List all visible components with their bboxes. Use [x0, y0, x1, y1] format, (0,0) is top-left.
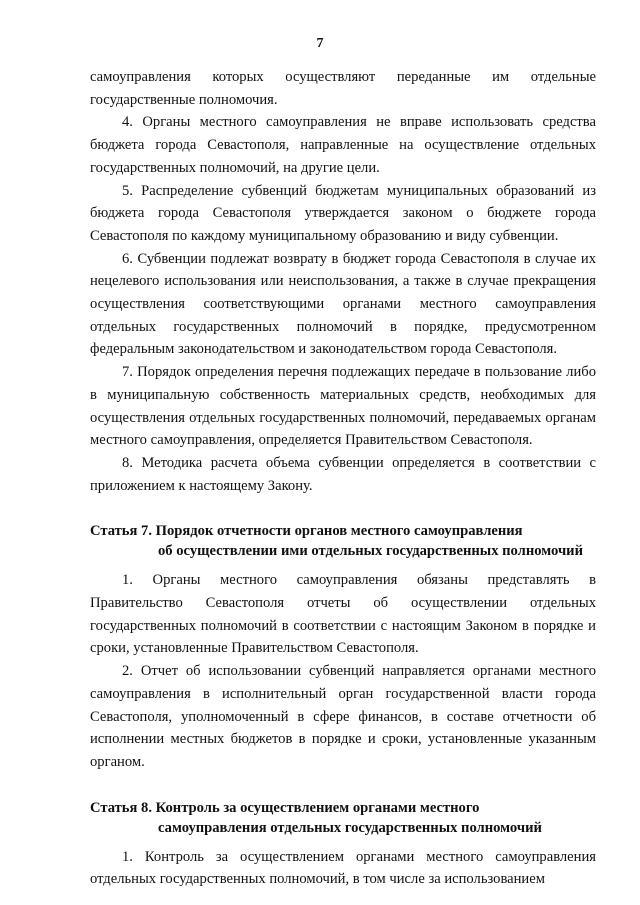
article-7-paragraph-2: 2. Отчет об использовании субвенций направляется органами местного самоуправления в исполнительный орган государственной власти города Севастополя, уполномоченный в сфере финансов, в составе отчетности об исполнении местных бюджетов в порядке и сроки, установленные указанным органом.	[90, 663, 596, 770]
paragraph-item-6: 6. Субвенции подлежат возврату в бюджет города Севастополя в случае их нецелевого использования или неиспользования, а также в случае прекращения осуществления соответствующими органами местного самоуправления отдельных государственных полномочий в порядке, предусмотренном федеральным законодательством и законодательством города Севастополя.	[90, 250, 596, 358]
article-8-heading-line1: Статья 8. Контроль за осуществлением органами местного	[90, 799, 480, 816]
paragraph-item-7: 7. Порядок определения перечня подлежащих передаче в пользование либо в муниципальную собственность материальных средств, необходимых для осуществления отдельных государственных полномочий, передаваемых органам местного самоуправления, определяется Правительством Севастополя.	[90, 364, 596, 449]
article-7-paragraph-1: 1. Органы местного самоуправления обязаны представлять в Правительство Севастополя отчеты об осуществлении отдельных государственных полномочий в соответствии с настоящим Законом в порядке и сроки, установленные Правительством Севастополя.	[90, 572, 596, 657]
article-8-heading	[90, 798, 596, 838]
article-7-heading	[90, 521, 596, 561]
article-8-heading-line2: самоуправления отдельных государственных полномочий	[158, 819, 542, 836]
paragraph-item-4: 4. Органы местного самоуправления не вправе использовать средства бюджета города Севастополя, направленные на осуществление отдельных государственных полномочий, на другие цели.	[90, 114, 596, 176]
paragraph-item-5: 5. Распределение субвенций бюджетам муниципальных образований из бюджета города Севастополя утверждается законом о бюджете города Севастополя по каждому муниципальному образованию и виду субвенции.	[90, 182, 596, 244]
paragraph-item-8: 8. Методика расчета объема субвенции определяется в соответствии с приложением к настоящему Закону.	[90, 454, 596, 494]
page-number: 7	[316, 36, 324, 51]
article-8-paragraph-1: 1. Контроль за осуществлением органами местного самоуправления отдельных государственных полномочий, в том числе за использованием	[90, 848, 596, 888]
article-7-heading-line2: об осуществлении ими отдельных государственных полномочий	[158, 543, 583, 560]
article-7-heading-line1: Статья 7. Порядок отчетности органов местного самоуправления	[90, 523, 523, 540]
document-body	[90, 66, 596, 891]
paragraph-continuation: самоуправления которых осуществляют переданные им отдельные государственные полномочия.	[90, 69, 596, 108]
